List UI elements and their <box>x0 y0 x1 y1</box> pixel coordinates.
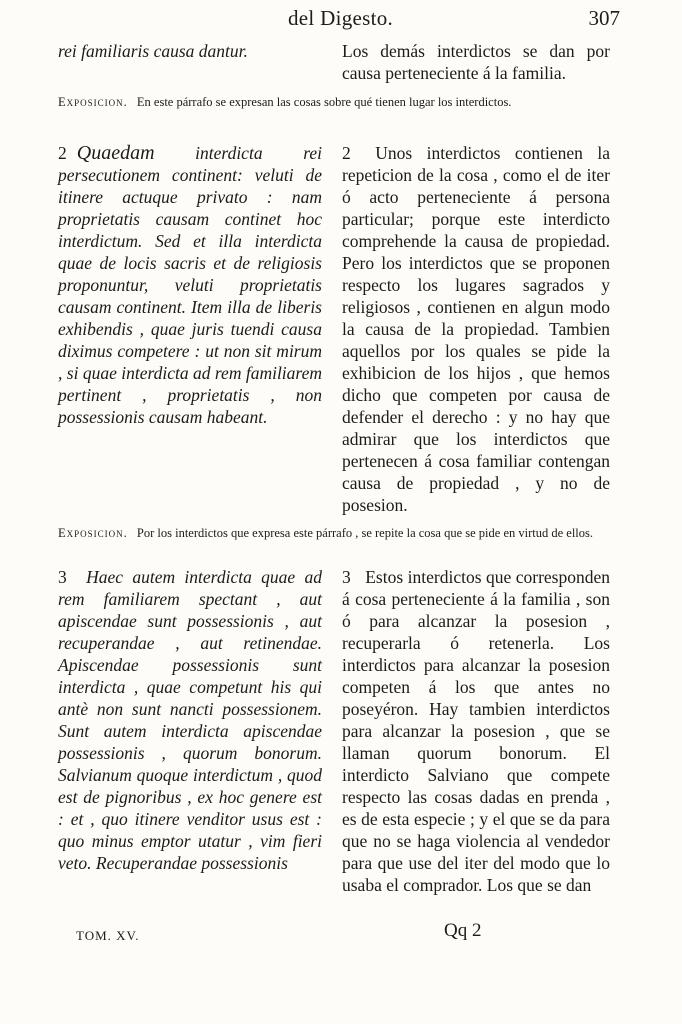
spanish-text: Unos interdictos contienen la repeticion de la cosa , como el de iter ó acto perteneciente á persona particular; porque este interdicto comprehende la causa de propiedad. Pero los interdictos que se proponen respecto los lugares sagrados y religiosos , contienen en algun modo la causa de la propiedad. Tambien aquellos por los quales se pide la exhibicion de los hijos , que hemos dicho que competen por causa de defender el derecho : y no hay que admirar que los interdictos que pertenecen á cosa familiar contengan causa de propiedad , y no de posesion. <box>342 143 611 515</box>
latin-fragment-top: rei familiaris causa dantur. <box>58 41 248 61</box>
section-number: 3 <box>58 567 67 587</box>
page-number: 307 <box>588 6 620 30</box>
latin-text: interdicta rei persecutionem continent: veluti de itinere actuque privato : nam proprietatis causam continet hoc interdictum. Sed et illa interdicta quae de locis sacris et de religiosis proponuntur, veluti proprietatis causam continent. Item illa de liberis exhibendis , quae juris tuendi causa diximus competere : ut non sit mirum , si quae interdicta ad rem familiarem pertinent , proprietatis , non possessionis causam habeant. <box>58 143 323 427</box>
spanish-section-3 <box>342 566 610 896</box>
section-number: 2 <box>58 143 67 163</box>
spanish-section-2 <box>342 142 610 516</box>
signature-mark: Qq 2 <box>444 920 482 941</box>
page-header <box>56 4 620 34</box>
volume-marker: TOM. XV. <box>76 928 140 943</box>
section-incipit: Quaedam <box>76 142 155 164</box>
exposicion-text: En este párrafo se expresan las cosas sobre qué tienen lugar los interdictos. <box>136 95 512 109</box>
exposicion-label: Exposicion. <box>58 526 128 540</box>
latin-text: Haec autem interdicta quae ad rem familiarem spectant , aut apiscendae sunt possessionis , aut recuperandae , aut retinendae. Apiscendae possessionis sunt interdicta , quae competunt his qui antè non sunt nancti possessionem. Sunt autem interdicta apiscendae possessionis , quorum bonorum. Salvianum quoque interdictum , quod est de pignoribus , ex hoc genere est : et , quo itinere venditor usus est : quo minus emptor utatur , vim fieri veto. Recuperandae possessionis <box>58 567 322 873</box>
latin-section-3 <box>58 566 322 874</box>
section-number: 3 <box>342 567 351 587</box>
running-head: del Digesto. <box>288 6 394 30</box>
section-number: 2 <box>342 143 351 163</box>
exposicion-note-1 <box>58 95 610 110</box>
exposicion-text: Por los interdictos que expresa este párrafo , se repite la cosa que se pide en virtud de ellos. <box>136 526 594 540</box>
spanish-fragment-top: Los demás interdictos se dan por causa perteneciente á la familia. <box>342 41 610 83</box>
exposicion-label: Exposicion. <box>58 95 128 109</box>
latin-section-2 <box>58 142 322 428</box>
spanish-text: Estos interdictos que corresponden á cosa perteneciente á la familia , son ó para alcanzar la posesion , recuperarla ó retenerla. Los interdictos para alcanzar la posesion competen á los que antes no poseyéron. Hay tambien interdictos para alcanzar la posesion , que se llaman quorum bonorum. El interdicto Salviano que compete respecto las cosas dadas en prenda , es de esta especie ; y el que se da para que no se haga violencia al vendedor para que use del iter del modo que lo usaba el comprador. Los que se dan <box>342 567 611 895</box>
exposicion-note-2 <box>58 526 610 541</box>
